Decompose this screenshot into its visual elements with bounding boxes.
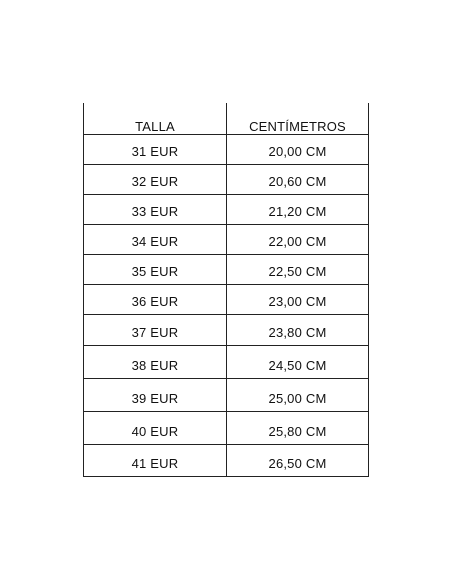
cm-value: 26,50 CM [268, 456, 327, 471]
size-cell [84, 225, 227, 255]
size-value: 32 EUR [131, 174, 179, 189]
table-row [84, 195, 369, 225]
cm-value: 23,00 CM [268, 294, 327, 309]
table-row [84, 379, 369, 412]
header-centimeters-label: CENTÍMETROS [249, 119, 346, 134]
cm-cell [227, 225, 369, 255]
size-cell [84, 412, 227, 445]
table-row [84, 346, 369, 379]
size-chart-body [84, 135, 369, 477]
cm-cell [227, 445, 369, 477]
size-value: 38 EUR [131, 358, 179, 373]
table-row [84, 445, 369, 477]
size-chart-table [83, 103, 369, 477]
size-cell [84, 255, 227, 285]
size-chart-header [84, 103, 369, 135]
cm-cell [227, 379, 369, 412]
header-size-label: TALLA [135, 119, 175, 134]
header-row [84, 103, 369, 135]
size-cell [84, 285, 227, 315]
header-centimeters [227, 103, 369, 135]
size-value: 33 EUR [131, 204, 179, 219]
header-size [84, 103, 227, 135]
table-row [84, 285, 369, 315]
size-cell [84, 315, 227, 346]
cm-value: 20,60 CM [268, 174, 327, 189]
cm-value: 25,80 CM [268, 424, 327, 439]
table-row [84, 135, 369, 165]
size-value: 34 EUR [131, 234, 179, 249]
cm-cell [227, 135, 369, 165]
size-value: 35 EUR [131, 264, 179, 279]
size-value: 39 EUR [131, 391, 179, 406]
size-cell [84, 135, 227, 165]
size-value: 40 EUR [131, 424, 179, 439]
size-value: 36 EUR [131, 294, 179, 309]
cm-value: 24,50 CM [268, 358, 327, 373]
table-row [84, 412, 369, 445]
cm-cell [227, 412, 369, 445]
cm-cell [227, 315, 369, 346]
size-value: 41 EUR [131, 456, 179, 471]
size-cell [84, 445, 227, 477]
cm-value: 22,50 CM [268, 264, 327, 279]
cm-value: 21,20 CM [268, 204, 327, 219]
cm-cell [227, 346, 369, 379]
cm-cell [227, 165, 369, 195]
size-value: 31 EUR [131, 144, 179, 159]
cm-cell [227, 285, 369, 315]
cm-cell [227, 195, 369, 225]
cm-cell [227, 255, 369, 285]
cm-value: 25,00 CM [268, 391, 327, 406]
cm-value: 22,00 CM [268, 234, 327, 249]
table-row [84, 315, 369, 346]
size-cell [84, 346, 227, 379]
size-value: 37 EUR [131, 325, 179, 340]
size-cell [84, 379, 227, 412]
size-cell [84, 195, 227, 225]
cm-value: 20,00 CM [268, 144, 327, 159]
table-row [84, 255, 369, 285]
size-cell [84, 165, 227, 195]
table-row [84, 165, 369, 195]
table-row [84, 225, 369, 255]
cm-value: 23,80 CM [268, 325, 327, 340]
